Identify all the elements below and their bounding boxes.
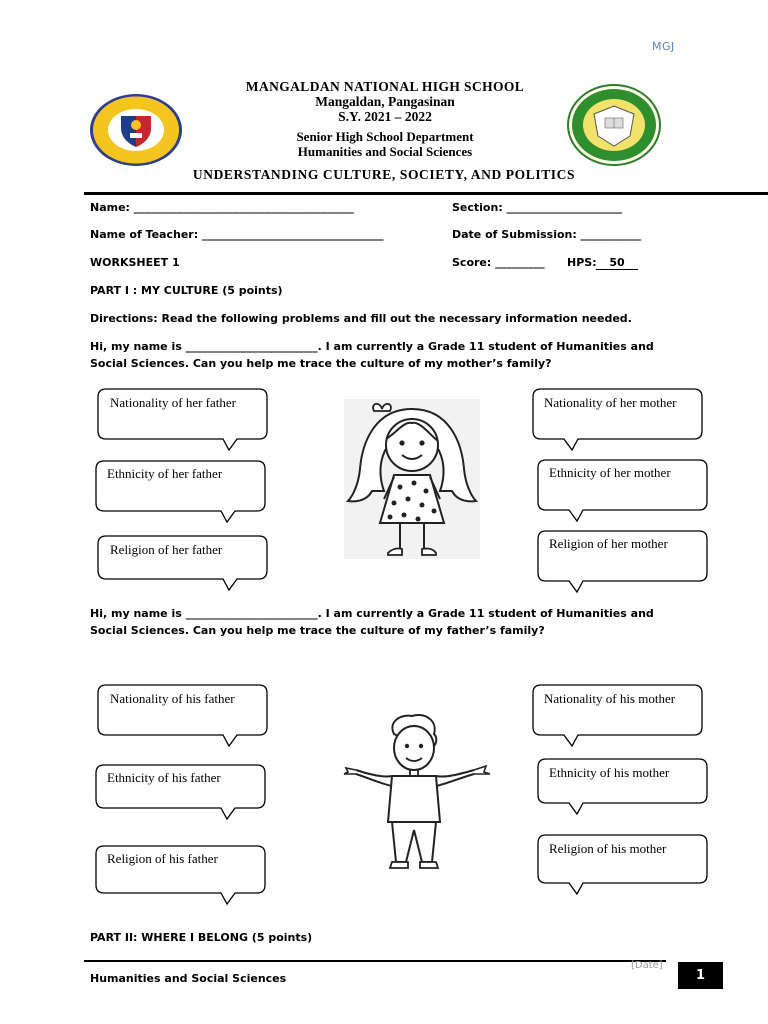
bubble-religion-his-mother[interactable] <box>537 834 709 902</box>
submission-date-field[interactable]: Date of Submission: ___________ <box>452 228 642 241</box>
header-divider <box>84 192 768 195</box>
bubble-ethnicity-his-mother[interactable] <box>537 758 709 826</box>
directions-label: Directions: <box>90 312 158 325</box>
page-number: 1 <box>678 962 723 989</box>
directions-text: Read the following problems and fill out the necessary information needed. <box>157 312 632 325</box>
bubble-label: Religion of her father <box>110 542 223 557</box>
bubble-ethnicity-her-mother[interactable] <box>537 459 709 527</box>
footer-strand: Humanities and Social Sciences <box>90 972 287 985</box>
bubble-ethnicity-his-father[interactable] <box>95 764 267 832</box>
bubble-label: Religion of his mother <box>549 841 667 856</box>
directions <box>90 312 632 325</box>
hps-value: 50 <box>596 256 638 270</box>
school-name: MANGALDAN NATIONAL HIGH SCHOOL <box>245 79 525 94</box>
bubble-religion-her-father[interactable] <box>97 535 269 603</box>
bubble-label: Ethnicity of his mother <box>549 765 670 780</box>
bubble-label: Ethnicity of his father <box>107 770 221 785</box>
name-field[interactable]: Name: ________________________________________ <box>90 201 354 214</box>
bubble-label: Nationality of her mother <box>544 395 677 410</box>
footer-divider <box>84 960 666 962</box>
bubble-label: Ethnicity of her father <box>107 466 223 481</box>
part2-title: PART II: WHERE I BELONG (5 points) <box>90 931 313 944</box>
bubble-label: Nationality of her father <box>110 395 236 410</box>
footer-date: [Date] <box>631 960 663 971</box>
part1-title: PART I : MY CULTURE (5 points) <box>90 284 283 297</box>
score-field[interactable]: Score: _________ <box>452 256 545 269</box>
strand-name: Humanities and Social Sciences <box>297 144 473 159</box>
bubble-label: Religion of her mother <box>549 536 668 551</box>
bubble-label: Ethnicity of her mother <box>549 465 671 480</box>
section-field[interactable]: Section: _____________________ <box>452 201 623 214</box>
bubble-label: Religion of his father <box>107 851 218 866</box>
intro-father-family: Hi, my name is ________________________. I am currently a Grade 11 student of Humanities and Social Sciences. Can you help me trace the culture of my father’s family? <box>90 607 654 637</box>
bubble-religion-his-father[interactable] <box>95 845 267 913</box>
boy-illustration <box>342 712 492 872</box>
girl-illustration <box>344 399 480 559</box>
intro-mother-family: Hi, my name is ________________________. I am currently a Grade 11 student of Humanities and Social Sciences. Can you help me trace the culture of my mother’s family? <box>90 340 654 370</box>
worksheet-label: WORKSHEET 1 <box>90 256 180 269</box>
bubble-ethnicity-her-father[interactable] <box>95 460 267 528</box>
hps-label: HPS: <box>567 256 597 269</box>
bubble-nationality-her-father[interactable] <box>97 388 269 456</box>
bubble-label: Nationality of his mother <box>544 691 676 706</box>
school-location: Mangaldan, Pangasinan <box>315 94 455 109</box>
bubble-label: Nationality of his father <box>110 691 235 706</box>
header-initials: MGJ <box>652 40 675 53</box>
department-name: Senior High School Department <box>296 129 474 144</box>
bubble-nationality-her-mother[interactable] <box>532 388 704 456</box>
subject-title: UNDERSTANDING CULTURE, SOCIETY, AND POLITICS <box>192 167 576 182</box>
bubble-religion-her-mother[interactable] <box>537 530 709 598</box>
bubble-nationality-his-mother[interactable] <box>532 684 704 752</box>
school-year: S.Y. 2021 – 2022 <box>338 109 432 124</box>
teacher-field[interactable]: Name of Teacher: _________________________________ <box>90 228 384 241</box>
bubble-nationality-his-father[interactable] <box>97 684 269 752</box>
